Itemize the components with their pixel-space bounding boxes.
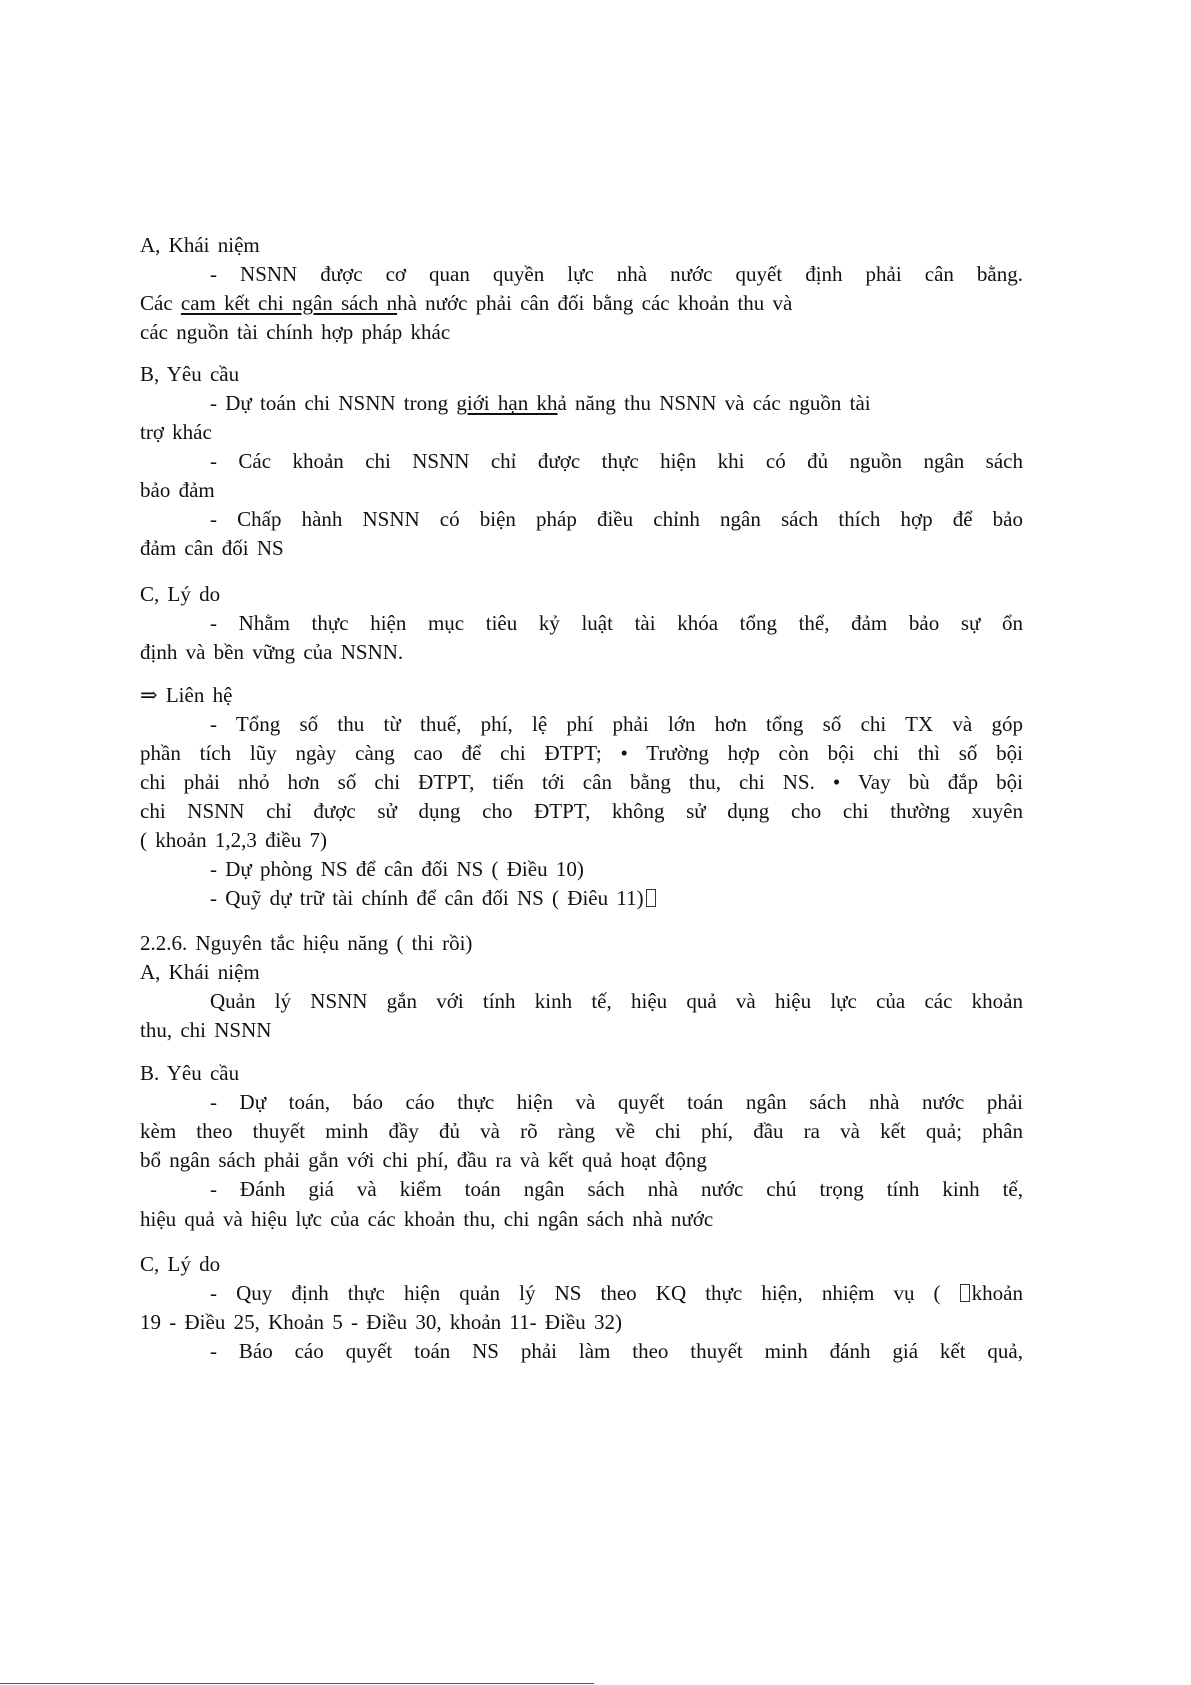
paragraph-line: chi phải nhỏ hơn số chi ĐTPT, tiến tới cân bằng thu, chi NS. • Vay bù đắp bội [140, 770, 1023, 794]
section-title-2-2-6: 2.2.6. Nguyên tắc hiệu năng ( thi rồi) [140, 931, 473, 955]
paragraph-line: thu, chi NSNN [140, 1018, 272, 1042]
paragraph-line: các nguồn tài chính hợp pháp khác [140, 320, 451, 344]
paragraph-line: - Nhằm thực hiện mục tiêu kỷ luật tài khóa tổng thể, đảm bảo sự ổn [210, 611, 1023, 635]
paragraph-line: kèm theo thuyết minh đầy đủ và rõ ràng về chi phí, đầu ra và kết quả; phân [140, 1119, 1023, 1143]
paragraph-line: - Dự toán chi NSNN trong giới hạn khả năng thu NSNN và các nguồn tài [210, 391, 871, 415]
paragraph-line: - NSNN được cơ quan quyền lực nhà nước quyết định phải cân bằng. [210, 262, 1023, 286]
heading-b-requirements: B. Yêu cầu [140, 1061, 240, 1085]
paragraph-line: - Quỹ dự trữ tài chính để cân đối NS ( Điêu 11) [210, 884, 656, 912]
paragraph-line: đảm cân đối NS [140, 536, 284, 560]
paragraph-line: ( khoản 1,2,3 điều 7) [140, 828, 327, 852]
paragraph-line: phần tích lũy ngày càng cao để chi ĐTPT; • Trường hợp còn bội chi thì số bội [140, 741, 1023, 765]
heading-a-concept: A, Khái niệm [140, 960, 260, 984]
paragraph-line: - Các khoản chi NSNN chỉ được thực hiện khi có đủ nguồn ngân sách [210, 449, 1023, 473]
paragraph-line: - Đánh giá và kiểm toán ngân sách nhà nước chú trọng tính kinh tế, [210, 1177, 1023, 1201]
paragraph-line: - Dự phòng NS để cân đối NS ( Điều 10) [210, 857, 584, 881]
paragraph-line: bổ ngân sách phải gắn với chi phí, đầu ra và kết quả hoạt động [140, 1148, 707, 1172]
paragraph-line: - Tổng số thu từ thuế, phí, lệ phí phải lớn hơn tổng số chi TX và góp [210, 712, 1023, 736]
underlined-text: giới hạn kh [456, 391, 558, 415]
heading-c-reason: C, Lý do [140, 1252, 221, 1276]
heading-a-concept: A, Khái niệm [140, 233, 260, 257]
paragraph-line: - Quy định thực hiện quản lý NS theo KQ thực hiện, nhiệm vụ ( khoản [210, 1281, 1023, 1305]
paragraph-line: 19 - Điều 25, Khoản 5 - Điều 30, khoản 11- Điều 32) [140, 1310, 622, 1334]
paragraph-line: - Chấp hành NSNN có biện pháp điều chỉnh ngân sách thích hợp để bảo [210, 507, 1023, 531]
paragraph-line: chi NSNN chỉ được sử dụng cho ĐTPT, không sử dụng cho chi thường xuyên [140, 799, 1023, 823]
paragraph-line: hiệu quả và hiệu lực của các khoản thu, chi ngân sách nhà nước [140, 1207, 714, 1231]
footnote-divider [0, 1683, 594, 1684]
paragraph-line: Quản lý NSNN gắn với tính kinh tế, hiệu quả và hiệu lực của các khoản [210, 989, 1023, 1013]
paragraph-line: Các cam kết chi ngân sách nhà nước phải cân đối bằng các khoản thu và [140, 291, 793, 315]
paragraph-line: - Dự toán, báo cáo thực hiện và quyết toán ngân sách nhà nước phải [210, 1090, 1023, 1114]
paragraph-line: định và bền vững của NSNN. [140, 640, 404, 664]
paragraph-line: - Báo cáo quyết toán NS phải làm theo thuyết minh đánh giá kết quả, [210, 1339, 1023, 1363]
paragraph-line: trợ khác [140, 420, 212, 444]
paragraph-line: bảo đảm [140, 478, 215, 502]
heading-c-reason: C, Lý do [140, 582, 221, 606]
missing-glyph-icon [646, 889, 656, 907]
underlined-text: cam kết chi ngân sách n [180, 291, 398, 315]
heading-contact: ⇒ Liên hệ [140, 683, 233, 707]
heading-b-requirements: B, Yêu cầu [140, 362, 240, 386]
missing-glyph-icon [960, 1284, 970, 1302]
